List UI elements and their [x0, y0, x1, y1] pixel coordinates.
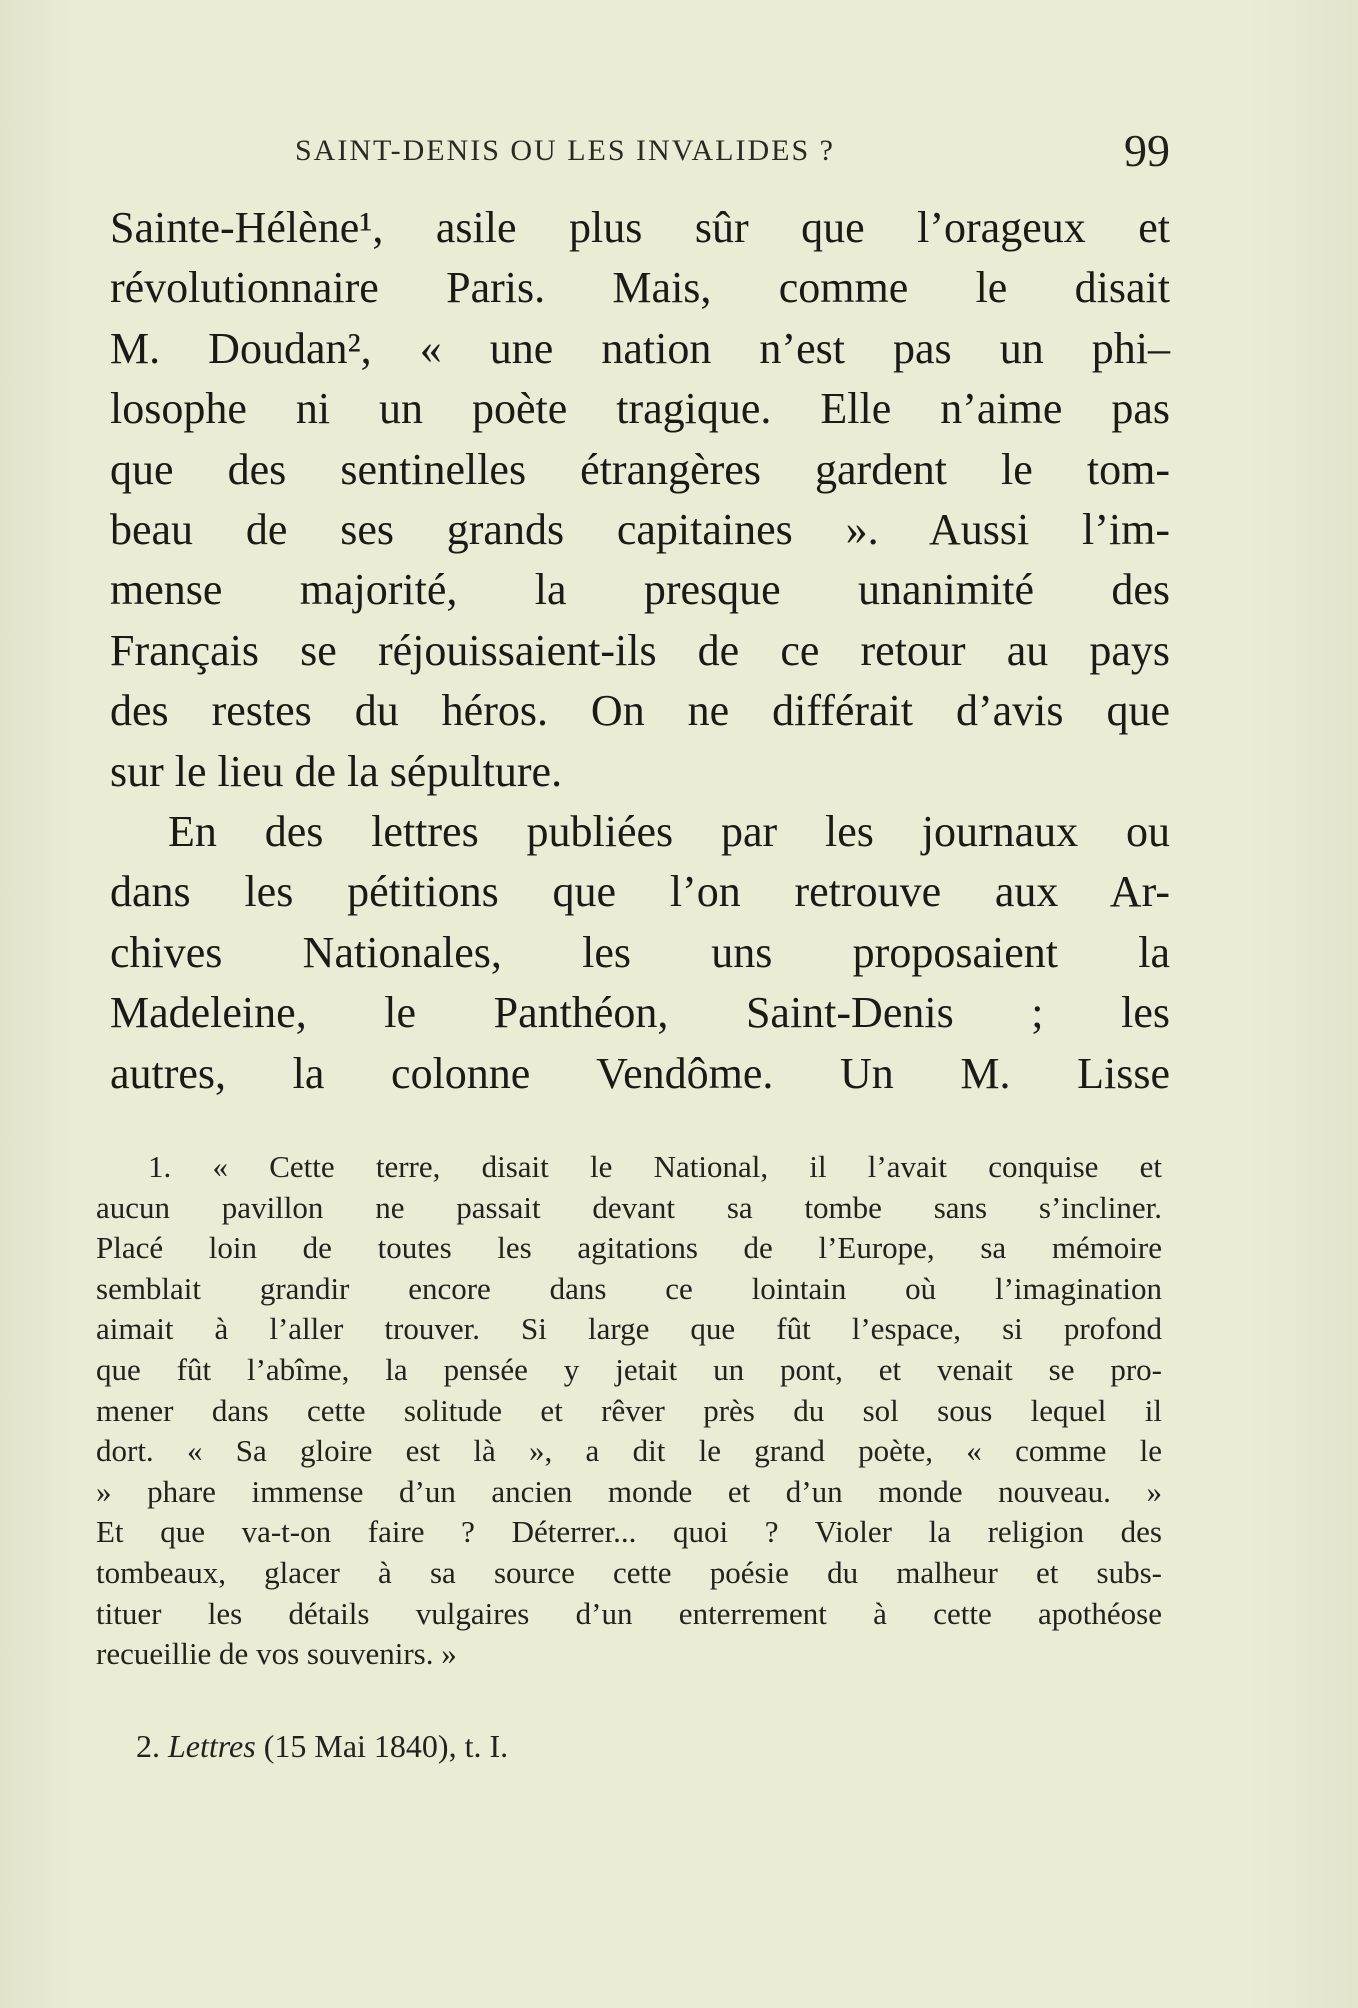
- footnote-2: [136, 1728, 508, 1765]
- footnote-number: 2.: [136, 1728, 160, 1764]
- footnote-line: semblait grandir encore dans ce lointain où l’imagination: [96, 1270, 1162, 1306]
- footnote-line: 1. « Cette terre, disait le National, il l’avait conquise et: [148, 1149, 1162, 1184]
- footnote-line: » phare immense d’un ancien monde et d’un monde nouveau. »: [96, 1473, 1162, 1509]
- footnote-line: aucun pavillon ne passait devant sa tombe sans s’incliner.: [96, 1189, 1162, 1225]
- running-header: [110, 125, 1170, 188]
- text-line: beau de ses grands capitaines ». Aussi l’im-: [110, 505, 1170, 555]
- text-line: Madeleine, le Panthéon, Saint-Denis ; les: [110, 988, 1170, 1038]
- text-line: M. Doudan², « une nation n’est pas un phi–: [110, 323, 1170, 373]
- text-line: autres, la colonne Vendôme. Un M. Lisse: [110, 1048, 1170, 1098]
- text-line: sur le lieu de la sépulture.: [110, 746, 563, 796]
- footnote-line: recueillie de vos souvenirs. »: [96, 1636, 457, 1672]
- footnote-reference: (15 Mai 1840), t. I.: [263, 1728, 509, 1764]
- footnote-line: Placé loin de toutes les agitations de l’Europe, sa mémoire: [96, 1230, 1162, 1266]
- text-line: dans les pétitions que l’on retrouve aux Ar-: [110, 867, 1170, 917]
- text-line: des restes du héros. On ne différait d’avis que: [110, 686, 1170, 736]
- text-line: chives Nationales, les uns proposaient la: [110, 927, 1170, 977]
- footnote-line: tombeaux, glacer à sa source cette poésie du malheur et subs-: [96, 1554, 1162, 1590]
- footnote-work-title: Lettres: [168, 1728, 256, 1764]
- footnote-line: mener dans cette solitude et rêver près du sol sous lequel il: [96, 1392, 1162, 1428]
- running-title: SAINT-DENIS OU LES INVALIDES ?: [295, 134, 835, 167]
- footnote-line: tituer les détails vulgaires d’un enterrement à cette apothéose: [96, 1595, 1162, 1631]
- text-line: révolutionnaire Paris. Mais, comme le disait: [110, 263, 1170, 313]
- text-line: En des lettres publiées par les journaux ou: [168, 807, 1170, 857]
- text-line: Français se réjouissaient-ils de ce retour au pays: [110, 625, 1170, 675]
- text-line: Sainte-Hélène¹, asile plus sûr que l’orageux et: [110, 203, 1170, 252]
- page-number: 99: [1124, 125, 1170, 176]
- footnote-line: Et que va-t-on faire ? Déterrer... quoi ? Violer la religion des: [96, 1514, 1162, 1550]
- text-line: mense majorité, la presque unanimité des: [110, 565, 1170, 615]
- footnote-line: dort. « Sa gloire est là », a dit le grand poète, « comme le: [96, 1433, 1162, 1469]
- text-line: que des sentinelles étrangères gardent le tom-: [110, 444, 1170, 494]
- footnote-1: [96, 1147, 1162, 1675]
- text-line: losophe ni un poète tragique. Elle n’aime pas: [110, 384, 1170, 434]
- main-text: [110, 198, 1170, 1104]
- footnote-line: que fût l’abîme, la pensée y jetait un pont, et venait se pro-: [96, 1351, 1162, 1387]
- footnote-line: aimait à l’aller trouver. Si large que fût l’espace, si profond: [96, 1311, 1162, 1347]
